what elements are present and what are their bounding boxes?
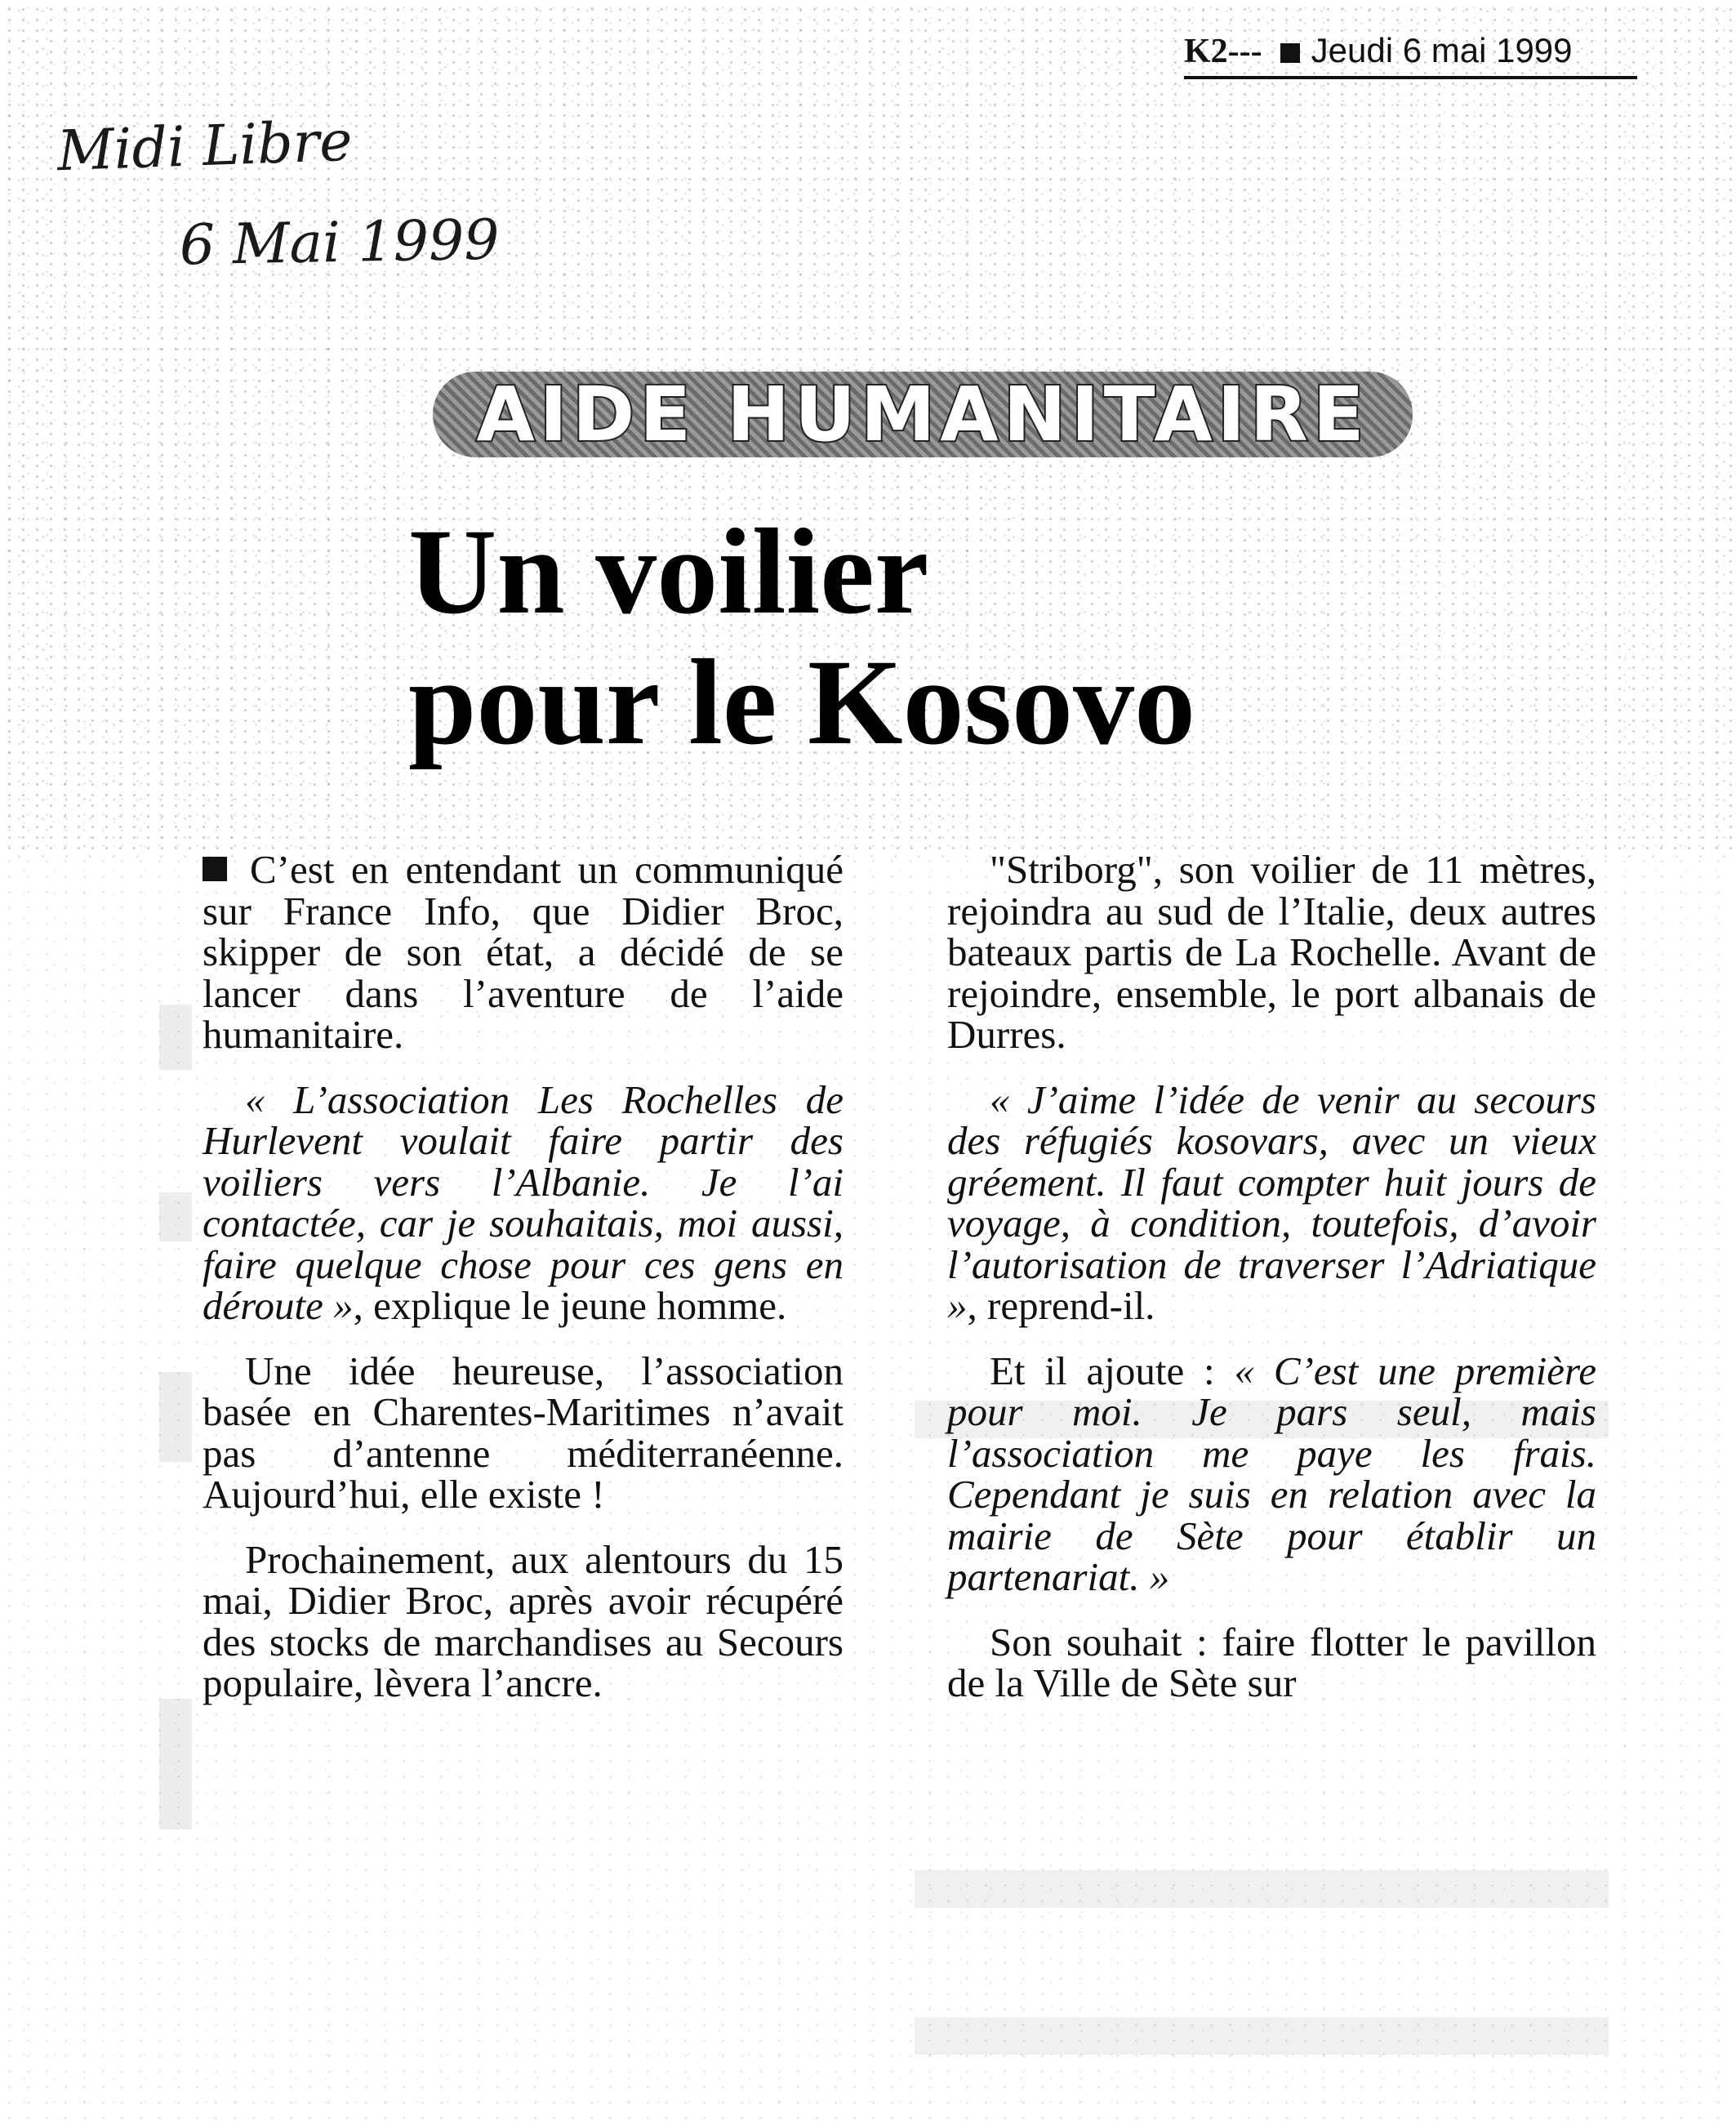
page-code: K2--- (1184, 33, 1262, 70)
paragraph (203, 1536, 844, 1705)
article-column-left (203, 849, 844, 1728)
paragraph (947, 1076, 1596, 1328)
paragraph-text: Son souhait : faire flotter le pavillon de la Ville de Sète sur (947, 1619, 1596, 1705)
paragraph-bullet-icon (203, 857, 227, 881)
handwritten-source: Midi Libre (56, 109, 354, 185)
paragraph (947, 1348, 1596, 1599)
quote-text: « L’association Les Rochelles de Hurlevent voulait faire partir des voiliers vers l’Albanie. Je l’ai contactée, car je souhaitais, moi aussi, faire quelque chose pour ces gens en déroute » (203, 1076, 844, 1328)
headline-line-1: Un voilier (408, 504, 929, 639)
paragraph (947, 849, 1596, 1056)
quote-text: « C’est une première pour moi. Je pars seul, mais l’association me paye les frais. Cependant je suis en relation avec la mairie de Sète pour établir un partenariat. » (947, 1348, 1596, 1599)
quote-text: « J’aime l’idée de venir au secours des réfugiés kosovars, avec un vieux gréement. Il faut compter huit jours de voyage, à condition, toutefois, d’avoir l’autorisation de traverser l’Adriatique » (947, 1076, 1596, 1328)
bleed-through-mark (915, 2017, 1609, 2055)
paragraph-text: Prochainement, aux alentours du 15 mai, Didier Broc, après avoir récupéré des stocks de marchandises au Secours populaire, lèvera l’ancre. (203, 1536, 844, 1705)
header-date: Jeudi 6 mai 1999 (1311, 31, 1573, 69)
paragraph-text: Une idée heureuse, l’association basée en Charentes-Maritimes n’avait pas d’antenne méditerranéenne. Aujourd’hui, elle existe ! (203, 1348, 844, 1517)
bleed-through-mark (159, 1699, 192, 1829)
paragraph-text: , reprend-il. (967, 1283, 1155, 1328)
paragraph-text: , explique le jeune homme. (353, 1283, 787, 1328)
bleed-through-mark (159, 1372, 192, 1462)
kicker-label: AIDE HUMANITAIRE (476, 371, 1369, 458)
paragraph-text: "Striborg", son voilier de 11 mètres, rejoindra au sud de l’Italie, deux autres bateaux partis de La Rochelle. Avant de rejoindre, ensemble, le port albanais de Durres. (947, 847, 1596, 1057)
headline (408, 506, 1388, 768)
bleed-through-mark (915, 1870, 1609, 1908)
article-column-right (947, 849, 1596, 1728)
paragraph (203, 849, 844, 1056)
handwritten-date: 6 Mai 1999 (179, 207, 501, 278)
bleed-through-mark (159, 1005, 192, 1070)
paragraph (203, 1076, 844, 1328)
paragraph (203, 1348, 844, 1517)
bleed-through-mark (159, 1192, 192, 1241)
paragraph-text: C’est en entendant un communiqué sur France Info, que Didier Broc, skipper de son état, a décidé de se lancer dans l’aventure de l’aide humanitaire. (203, 847, 844, 1057)
section-kicker (433, 372, 1413, 457)
headline-line-2: pour le Kosovo (408, 635, 1196, 770)
square-bullet-icon (1280, 43, 1300, 63)
paragraph (947, 1619, 1596, 1705)
paragraph-text: Et il ajoute : (990, 1348, 1235, 1393)
page-header (1184, 31, 1637, 79)
